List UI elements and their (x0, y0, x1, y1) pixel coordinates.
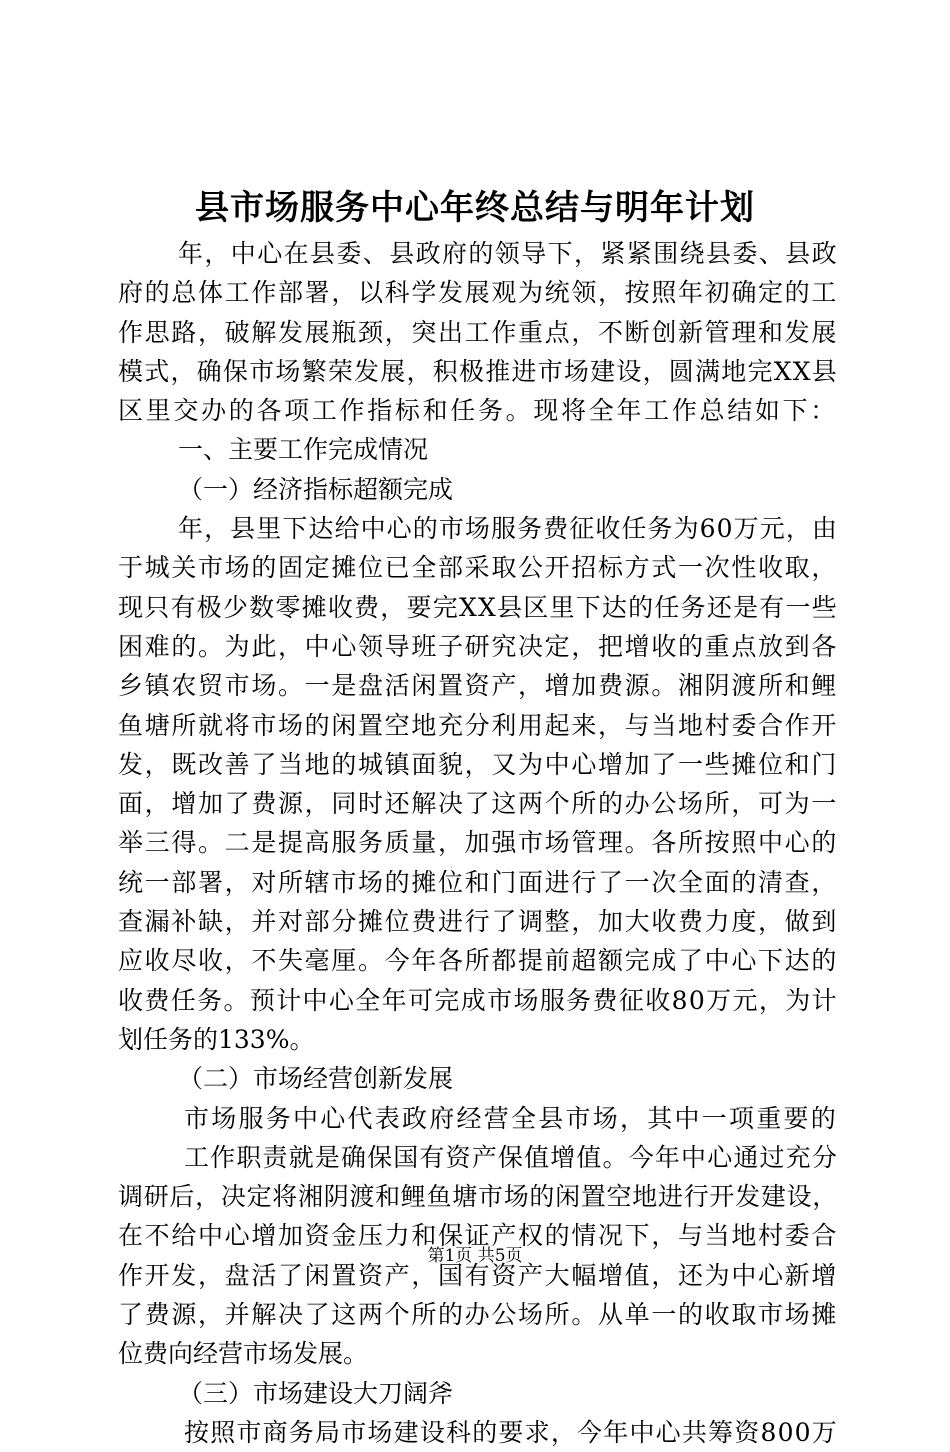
body-line: 应收尽收，不失毫厘。今年各所都提前超额完成了中心下达的 (118, 946, 838, 976)
document-body (118, 234, 838, 1452)
body-line: 区里交办的各项工作指标和任务。现将全年工作总结如下： (118, 396, 838, 426)
body-line: 了费源，并解决了这两个所的办公场所。从单一的收取市场摊 (118, 1300, 838, 1330)
body-line: 查漏补缺，并对部分摊位费进行了调整，加大收费力度，做到 (118, 907, 838, 937)
body-line: 困难的。为此，中心领导班子研究决定，把增收的重点放到各 (118, 631, 838, 661)
body-line: （二）市场经营创新发展 (178, 1064, 454, 1094)
body-line: 工作职责就是确保国有资产保值增值。今年中心通过充分 (184, 1142, 838, 1172)
body-line: 府的总体工作部署，以科学发展观为统领，按照年初确定的工 (118, 278, 838, 308)
body-line: 市场服务中心代表政府经营全县市场，其中一项重要的 (184, 1103, 838, 1133)
body-line: 举三得。二是提高服务质量，加强市场管理。各所按照中心的 (118, 828, 838, 858)
body-line: （一）经济指标超额完成 (178, 474, 454, 504)
body-line: 于城关市场的固定摊位已全部采取公开招标方式一次性收取， (118, 553, 838, 583)
body-line: 年，县里下达给中心的市场服务费征收任务为60万元，由 (178, 514, 838, 544)
body-line: 位费向经营市场发展。 (118, 1339, 369, 1369)
body-line: 作思路，破解发展瓶颈，突出工作重点，不断创新管理和发展 (118, 317, 838, 347)
body-line: 划任务的133%。 (118, 1024, 315, 1054)
body-line: 面，增加了费源，同时还解决了这两个所的办公场所，可为一 (118, 789, 838, 819)
body-line: 统一部署，对所辖市场的摊位和门面进行了一次全面的清查， (118, 867, 838, 897)
body-line: 发，既改善了当地的城镇面貌，又为中心增加了一些摊位和门 (118, 749, 838, 779)
body-line: 鱼塘所就将市场的闲置空地充分利用起来，与当地村委合作开 (118, 710, 838, 740)
body-line: （三）市场建设大刀阔斧 (178, 1378, 454, 1408)
body-line: 模式，确保市场繁荣发展，积极推进市场建设，圆满地完XX县 (118, 356, 838, 386)
body-line: 在不给中心增加资金压力和保证产权的情况下，与当地村委合 (118, 1221, 838, 1251)
body-line: 按照市商务局市场建设科的要求，今年中心共筹资800万 (184, 1417, 838, 1447)
body-line: 收费任务。预计中心全年可完成市场服务费征收80万元，为计 (118, 985, 838, 1015)
body-line: 调研后，决定将湘阴渡和鲤鱼塘市场的闲置空地进行开发建设， (118, 1182, 838, 1212)
body-line: 作开发，盘活了闲置资产，国有资产大幅增值，还为中心新增 (118, 1260, 838, 1290)
body-line: 乡镇农贸市场。一是盘活闲置资产，增加费源。湘阴渡所和鲤 (118, 671, 838, 701)
document-title: 县市场服务中心年终总结与明年计划 (195, 188, 755, 228)
body-line: 年，中心在县委、县政府的领导下，紧紧围绕县委、县政 (178, 239, 838, 268)
page-footer: 第1页 共5页 (427, 1246, 523, 1266)
body-line: 现只有极少数零摊收费，要完XX县区里下达的任务还是有一些 (118, 592, 838, 622)
body-line: 一、主要工作完成情况 (178, 435, 429, 465)
